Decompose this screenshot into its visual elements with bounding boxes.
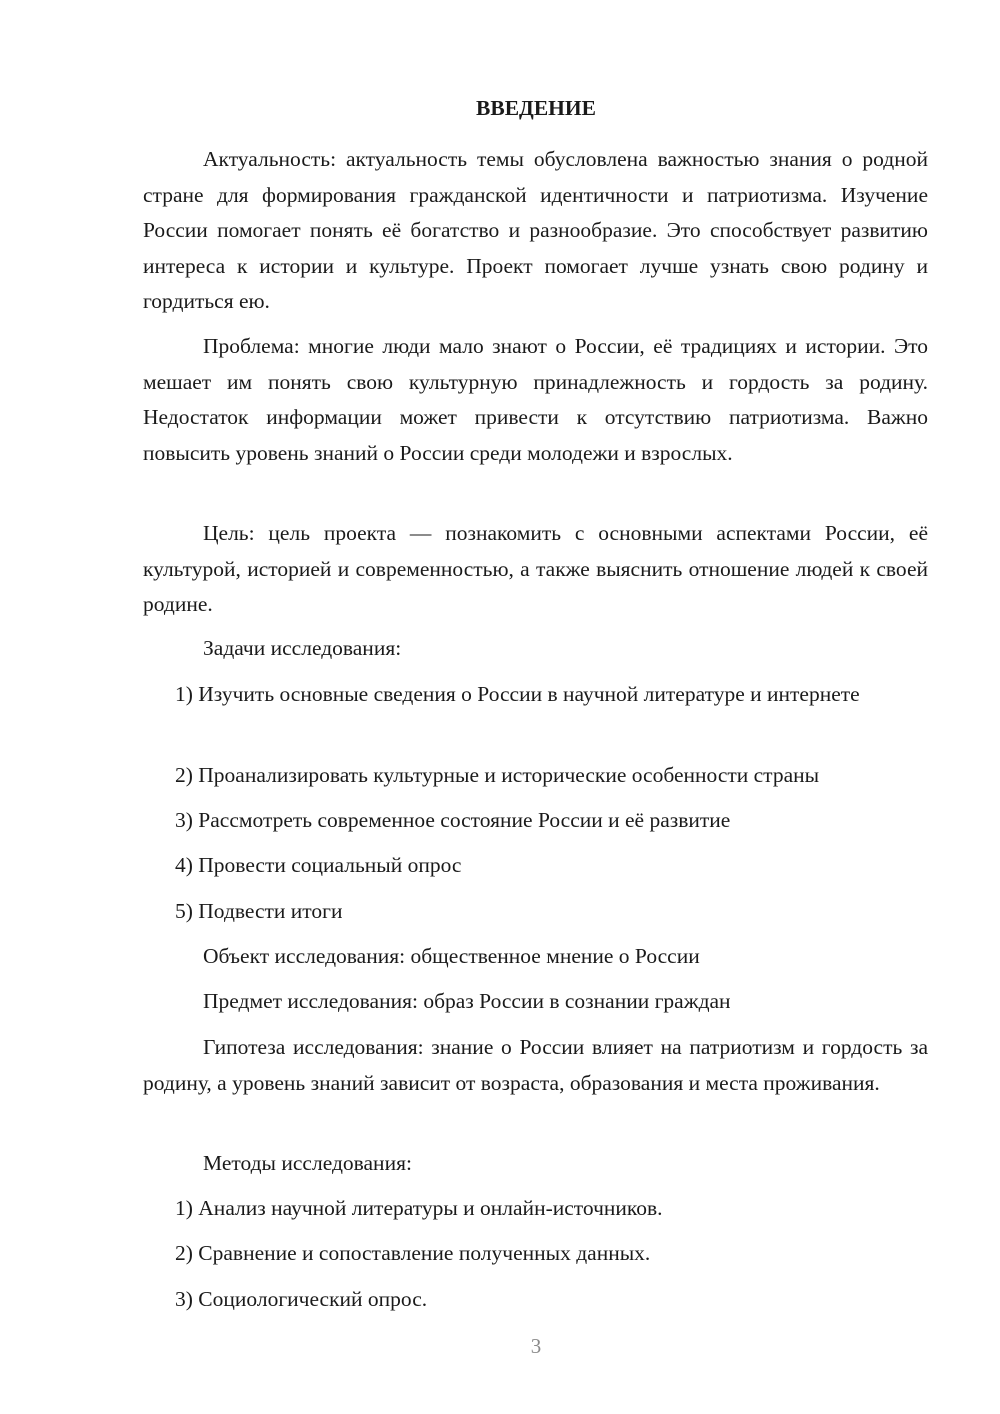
method-item-text: 3) Социологический опрос. — [175, 1287, 428, 1311]
problem-text: Проблема: многие люди мало знают о России, её традициях и истории. Это мешает им понять свою культурную принадлежность и гордость за родину. Недостаток информации может привести к отсутствию патриотизма. Важно повысить уровень знаний о России среди молодежи и взрослых. — [143, 334, 928, 465]
task-item — [143, 894, 928, 930]
methods-heading — [143, 1146, 928, 1182]
hypothesis-text: Гипотеза исследования: знание о России влияет на патриотизм и гордость за родину, а уровень знаний зависит от возраста, образования и места проживания. — [143, 1035, 928, 1095]
object-text: Объект исследования: общественное мнение о России — [203, 944, 700, 968]
task-item — [143, 758, 928, 794]
paragraph-goal — [143, 516, 928, 623]
tasks-heading-text: Задачи исследования: — [203, 636, 402, 660]
task-item-text: 2) Проанализировать культурные и исторические особенности страны — [175, 763, 820, 787]
task-item-text: 4) Провести социальный опрос — [175, 853, 462, 877]
paragraph-relevance — [143, 142, 928, 320]
paragraph-subject — [143, 984, 928, 1020]
methods-heading-text: Методы исследования: — [203, 1151, 412, 1175]
task-item — [143, 803, 928, 839]
method-item — [143, 1282, 928, 1318]
method-item-text: 1) Анализ научной литературы и онлайн-источников. — [175, 1196, 663, 1220]
page-number: 3 — [530, 1334, 542, 1358]
subject-text: Предмет исследования: образ России в сознании граждан — [203, 989, 731, 1013]
method-item — [143, 1236, 928, 1272]
task-item — [143, 848, 928, 884]
relevance-text: Актуальность: актуальность темы обусловлена важностью знания о родной стране для формирования гражданской идентичности и патриотизма. Изучение России помогает понять её богатство и разнообразие. Это способствует развитию интереса к истории и культуре. Проект помогает лучше узнать свою родину и гордиться ею. — [143, 147, 928, 313]
tasks-heading — [143, 631, 928, 667]
goal-text: Цель: цель проекта — познакомить с основными аспектами России, её культурой, историей и современностью, а также выяснить отношение людей к своей родине. — [143, 521, 928, 616]
paragraph-problem — [143, 329, 928, 471]
method-item — [143, 1191, 928, 1227]
task-item-text: 3) Рассмотреть современное состояние России и её развитие — [175, 808, 731, 832]
paragraph-object — [143, 939, 928, 975]
task-item-text: 1) Изучить основные сведения о России в научной литературе и интернете — [175, 682, 860, 706]
method-item-text: 2) Сравнение и сопоставление полученных данных. — [175, 1241, 651, 1265]
page-title: ВВЕДЕНИЕ — [476, 96, 596, 120]
paragraph-hypothesis — [143, 1030, 928, 1101]
task-item-text: 5) Подвести итоги — [175, 899, 343, 923]
task-item — [143, 677, 928, 713]
